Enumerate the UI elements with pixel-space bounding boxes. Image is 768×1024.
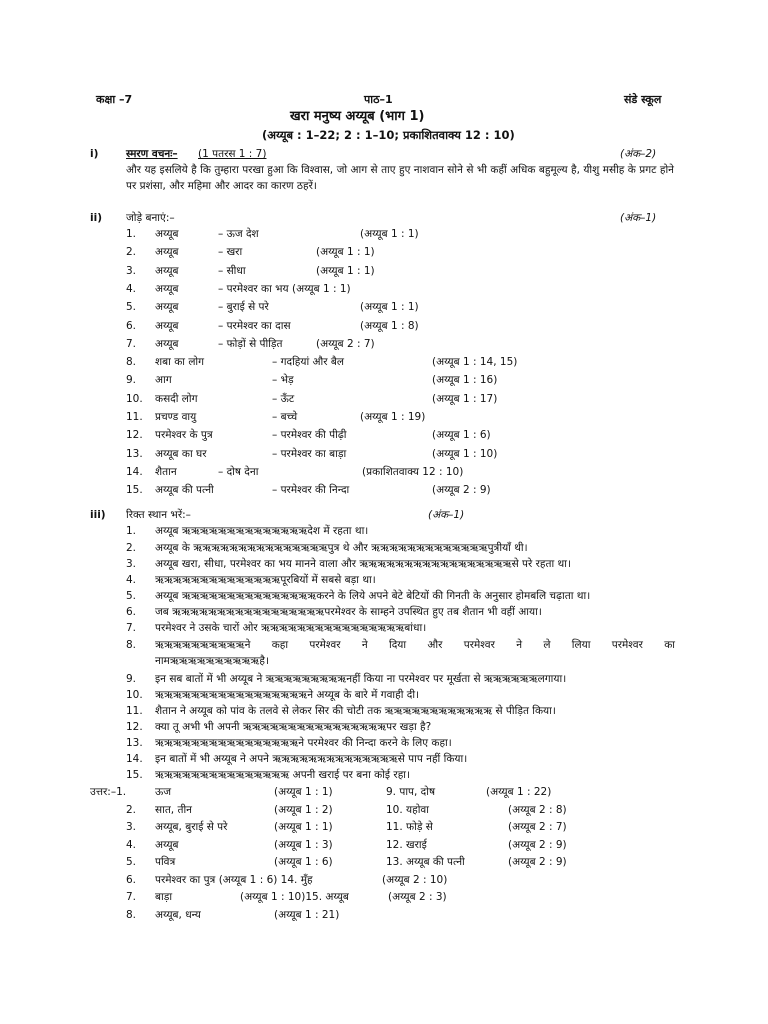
- fill-item-8-cont: नामऋऋऋऋऋऋऋऋऋऋहै।: [155, 655, 269, 667]
- list-item-number: 6.: [126, 873, 137, 886]
- section2-marks: (अंक–1): [620, 212, 657, 224]
- answer-ref: (अय्यूब 2 : 3): [388, 891, 447, 903]
- match-right: – बच्चे: [272, 411, 298, 423]
- answer-ref: (अय्यूब 2 : 10): [382, 873, 448, 886]
- fill-item: अय्यूब ऋऋऋऋऋऋऋऋऋऋऋऋऋऋदेश में रहता था।: [155, 525, 369, 537]
- list-item-number: 9.: [126, 374, 137, 387]
- answer-text: सात, तीन: [155, 803, 193, 816]
- match-left: अय्यूब: [155, 228, 179, 240]
- match-right: – परमेश्वर की निन्दा: [272, 484, 350, 497]
- fill-item: ऋऋऋऋऋऋऋऋऋऋऋऋऋऋऋऋऋने अय्यूब के बारे में गवाही दी।: [155, 689, 420, 701]
- match-left: आग: [155, 374, 172, 387]
- list-item-number: 2.: [126, 246, 137, 259]
- match-ref: (अय्यूब 1 : 1): [316, 264, 375, 277]
- section1-marker: i): [90, 148, 99, 160]
- match-ref: (अय्यूब 1 : 14, 15): [432, 356, 518, 369]
- match-left: अय्यूब का घर: [155, 447, 207, 460]
- match-right: – परमेश्वर का भय (अय्यूब 1 : 1): [218, 282, 351, 295]
- match-ref: (अय्यूब 1 : 8): [360, 319, 419, 332]
- answer-ref: (अय्यूब 1 : 3): [274, 838, 333, 851]
- match-ref: (प्रकाशितवाक्य 12 : 10): [362, 465, 464, 478]
- section3-marker: iii): [90, 509, 106, 521]
- answer-text: 12. खराई: [386, 838, 427, 851]
- list-item-number: 11.: [126, 705, 143, 717]
- list-item-number: 2.: [126, 542, 137, 554]
- fill-item: जब ऋऋऋऋऋऋऋऋऋऋऋऋऋऋऋऋऋपरमेश्वर के साम्हने उपस्थित हुए तब शैतान भी वहीं आया।: [155, 606, 542, 618]
- list-item-number: 5.: [126, 590, 137, 602]
- fill-item: इन बातों में भी अय्यूब ने अपने ऋऋऋऋऋऋऋऋऋऋऋऋऋऋसे पाप नहीं किया।: [155, 753, 468, 765]
- list-item-number: 12.: [126, 429, 143, 442]
- answer-text: ऊज: [155, 786, 172, 798]
- answer-text: 10. यहोवा: [386, 803, 429, 816]
- match-left: अय्यूब: [155, 301, 179, 314]
- answer-text: अय्यूब, बुराई से परे: [155, 821, 228, 833]
- answer-ref: (अय्यूब 2 : 8): [508, 803, 567, 816]
- answer-ref: (अय्यूब 1 : 6): [274, 856, 333, 868]
- match-ref: (अय्यूब 1 : 6): [432, 429, 491, 442]
- list-item-number: 5.: [126, 301, 137, 314]
- list-item-number: 4.: [126, 282, 137, 295]
- match-right: – सीधा: [218, 264, 246, 277]
- fill-item: अय्यूब ऋऋऋऋऋऋऋऋऋऋऋऋऋऋऋकरने के लिये अपने बेटे बेटियों की गिनती के अनुसार होमबलि चढ़ाता था।: [155, 590, 591, 602]
- match-right: – बुराई से परे: [218, 301, 269, 314]
- fill-item: ऋऋऋऋऋऋऋऋऋऋऋऋऋऋऋ अपनी खराई पर बना कोई रहा।: [155, 769, 410, 781]
- answer-text: पवित्र: [155, 856, 176, 868]
- class-label: कक्षा –7: [96, 93, 133, 106]
- list-item-number: 13.: [126, 447, 143, 460]
- fill-item: अय्यूब खरा, सीधा, परमेश्वर का भय मानने वाला और ऋऋऋऋऋऋऋऋऋऋऋऋऋऋऋऋऋसे परे रहता था।: [155, 558, 571, 570]
- match-ref: (अय्यूब 1 : 1): [316, 246, 375, 259]
- answer-ref: (अय्यूब 1 : 1): [274, 821, 333, 833]
- page-title: खरा मनुष्य अय्यूब (भाग 1): [290, 109, 425, 124]
- answer-text: अय्यूब, धन्य: [155, 908, 201, 921]
- list-item-number: 3.: [126, 558, 137, 570]
- answer-ref: (अय्यूब 2 : 9): [508, 856, 567, 868]
- list-item-number: 15.: [126, 769, 143, 781]
- fill-item: क्या तू अभी भी अपनी ऋऋऋऋऋऋऋऋऋऋऋऋऋऋऋऋपर खड़ा है?: [155, 721, 432, 733]
- list-item-number: 7.: [126, 891, 137, 903]
- list-item-number: 6.: [126, 606, 137, 618]
- answer-text: परमेश्वर का पुत्र (अय्यूब 1 : 6) 14. मुँह: [155, 873, 313, 886]
- school-label: संडे स्कूल: [624, 93, 662, 106]
- match-left: अय्यूब की पत्नी: [155, 484, 214, 497]
- list-item-number: 11.: [126, 411, 143, 423]
- list-item-number: 3.: [126, 264, 137, 277]
- match-ref: (अय्यूब 1 : 19): [360, 411, 426, 423]
- list-item-number: 14.: [126, 753, 143, 765]
- answer-ref: (अय्यूब 1 : 10)15. अय्यूब: [240, 891, 349, 903]
- section1-label: स्मरण वचनः–: [126, 148, 178, 160]
- match-left: परमेश्वर के पुत्र: [155, 429, 213, 442]
- fill-item: परमेश्वर ने उसके चारों ओर ऋऋऋऋऋऋऋऋऋऋऋऋऋऋऋऋबांधा।: [155, 622, 427, 634]
- match-ref: (अय्यूब 1 : 1): [360, 301, 419, 314]
- list-item-number: 7.: [126, 622, 137, 634]
- match-left: अय्यूब: [155, 282, 179, 295]
- match-left: अय्यूब: [155, 246, 179, 259]
- section2-label: जोड़े बनाएं:–: [126, 212, 175, 224]
- match-ref: (अय्यूब 1 : 1): [360, 228, 419, 240]
- list-item-number: 8.: [126, 356, 137, 369]
- match-ref: (अय्यूब 2 : 9): [432, 484, 491, 497]
- page-subtitle: (अय्यूब : 1–22; 2 : 1–10; प्रकाशितवाक्य 12 : 10): [262, 128, 515, 142]
- answer-text: बाड़ा: [155, 891, 173, 903]
- answer-text: 11. फोड़े से: [386, 821, 433, 833]
- answer-ref: (अय्यूब 2 : 7): [508, 821, 567, 833]
- memory-verse: और यह इसलिये है कि तुम्हारा परखा हुआ कि विश्वास, जो आग से ताए हुए नाशवान सोने से भी कहीं अधिक बहुमूल्य है, यीशु मसीह के प्रगट होने पर प्रशंसा, और महिमा और आदर का कारण ठहरें।: [126, 164, 674, 192]
- match-ref: (अय्यूब 2 : 7): [316, 337, 375, 350]
- section2-marker: ii): [90, 212, 102, 224]
- list-item-number: 4.: [126, 574, 137, 586]
- match-right: – गदहियां और बैल: [272, 356, 345, 369]
- match-left: अय्यूब: [155, 319, 179, 332]
- answers-label: उत्तर:–1.: [90, 786, 127, 798]
- fill-item: ऋऋऋऋऋऋऋऋऋऋऋऋऋऋऋऋने परमेश्वर की निन्दा करने के लिए कहा।: [155, 737, 452, 749]
- match-left: शबा का लोग: [155, 356, 205, 369]
- list-item-number: 2.: [126, 803, 137, 816]
- section3-label: रिक्त स्थान भरें:–: [126, 509, 191, 521]
- match-right: – ऊँट: [272, 392, 295, 405]
- list-item-number: 7.: [126, 337, 137, 350]
- answer-ref: (अय्यूब 1 : 2): [274, 803, 333, 816]
- answer-text: 9. पाप, दोष: [386, 786, 436, 798]
- match-right: – ऊज देश: [218, 228, 259, 240]
- list-item-number: 10.: [126, 392, 143, 405]
- answer-text: अय्यूब: [155, 838, 179, 851]
- fill-item: शैतान ने अय्यूब को पांव के तलवे से लेकर सिर की चोटी तक ऋऋऋऋऋऋऋऋऋऋऋऋ से पीड़ित किया।: [155, 705, 556, 717]
- list-item-number: 4.: [126, 838, 137, 851]
- answer-ref: (अय्यूब 1 : 1): [274, 786, 333, 798]
- answer-text: 13. अय्यूब की पत्नी: [386, 856, 465, 868]
- match-right: – दोष देना: [218, 465, 259, 478]
- fill-item: अय्यूब के ऋऋऋऋऋऋऋऋऋऋऋऋऋऋऋपुत्र थे और ऋऋऋऋऋऋऋऋऋऋऋऋऋपुत्रीयाँ थी।: [155, 542, 528, 554]
- list-item-number: 8.: [126, 908, 137, 921]
- answer-ref: (अय्यूब 1 : 21): [274, 908, 340, 921]
- match-left: अय्यूब: [155, 264, 179, 277]
- answer-ref: (अय्यूब 2 : 9): [508, 838, 567, 851]
- match-ref: (अय्यूब 1 : 16): [432, 374, 498, 387]
- match-right: – परमेश्वर का दास: [218, 319, 291, 332]
- list-item-number: 3.: [126, 821, 137, 833]
- match-right: – फोड़ों से पीड़ित: [218, 337, 283, 350]
- match-left: अय्यूब: [155, 337, 179, 350]
- fill-item-8: ऋऋऋऋऋऋऋऋऋऋने कहा परमेश्वर ने दिया और परमेश्वर ने ले लिया परमेश्वर का: [155, 639, 675, 651]
- match-ref: (अय्यूब 1 : 17): [432, 392, 498, 405]
- list-item-number: 10.: [126, 689, 143, 701]
- list-item-number: 14.: [126, 465, 143, 478]
- section3-marks: (अंक–1): [428, 509, 465, 521]
- list-item-number: 13.: [126, 737, 143, 749]
- match-ref: (अय्यूब 1 : 10): [432, 447, 498, 460]
- section1-ref: (1 पतरस 1 : 7): [198, 148, 267, 160]
- match-left: शैतान: [155, 465, 177, 478]
- match-right: – भेड़: [272, 374, 294, 387]
- match-left: कसदी लोग: [155, 392, 198, 405]
- list-item-number: 1.: [126, 228, 137, 240]
- section1-marks: (अंक–2): [620, 148, 657, 160]
- list-item-number: 1.: [126, 525, 137, 537]
- list-item-number: 15.: [126, 484, 143, 497]
- match-right: – परमेश्वर की पीढ़ी: [272, 429, 347, 442]
- match-left: प्रचण्ड वायु: [155, 411, 197, 423]
- fill-item: ऋऋऋऋऋऋऋऋऋऋऋऋऋऋपूरबियों में सबसे बड़ा था।: [155, 574, 376, 586]
- match-right: – खरा: [218, 246, 243, 259]
- list-item-number: 12.: [126, 721, 143, 733]
- list-item-number: 6.: [126, 319, 137, 332]
- fill-item: इन सब बातों में भी अय्यूब ने ऋऋऋऋऋऋऋऋऋनहीं किया ना परमेश्वर पर मूर्खता से ऋऋऋऋऋऋलगाया।: [155, 673, 567, 685]
- answer-ref: (अय्यूब 1 : 22): [486, 786, 552, 798]
- list-item-number: 8.: [126, 639, 137, 651]
- lesson-label: पाठ–1: [364, 93, 393, 106]
- match-right: – परमेश्वर का बाड़ा: [272, 447, 347, 460]
- list-item-number: 9.: [126, 673, 137, 685]
- list-item-number: 5.: [126, 856, 137, 868]
